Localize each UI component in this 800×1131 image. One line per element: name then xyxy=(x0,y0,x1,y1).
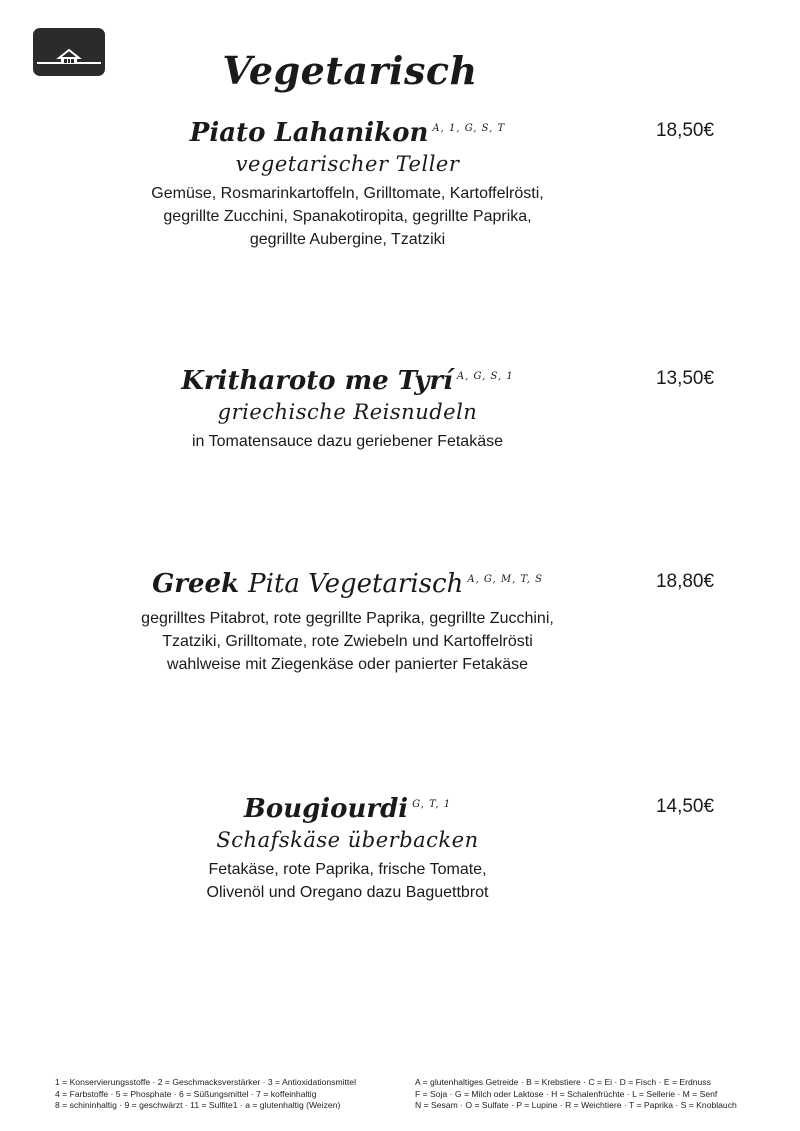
dish-name: Piato Lahanikon $^{A, 1, G, S, T}$ xyxy=(189,118,506,148)
dish-allergens: G, T, 1 xyxy=(412,799,452,810)
dish-subtitle: Schafskäse überbacken xyxy=(216,828,479,852)
dish-subtitle: griechische Reisnudeln xyxy=(217,400,478,424)
dish-item xyxy=(60,563,635,676)
dish-allergens: A, 1, G, S, T xyxy=(432,123,506,134)
dish-item xyxy=(60,788,635,904)
dish-item xyxy=(60,112,635,251)
dish-price: 13,50€ xyxy=(655,368,715,389)
dish-price: 14,50€ xyxy=(655,796,715,817)
house-logo-icon xyxy=(33,28,105,76)
dish-name: Bougiourdi $^{G, T, 1}$ xyxy=(243,794,452,824)
dish-name: Kritharoto me Tyrí $^{A, G, S, 1}$ xyxy=(181,366,514,396)
allergens-legend: A = glutenhaltiges Getreide · B = Krebstiere · C = Ei · D = Fisch · E = Erdnuss F = Soja · G = Milch oder Laktose · H = Schalenfrüchte · L = Sellerie · M = Senf N = Sesam · O = Sulfate · P = Lupine · R = Weichtiere · T = Paprika · S = Knoblauch xyxy=(415,1077,737,1110)
page-title: Vegetarisch xyxy=(222,48,478,93)
dish-item xyxy=(60,360,635,453)
dish-price: 18,50€ xyxy=(655,120,715,141)
dish-description: in Tomatensauce dazu geriebener Fetakäse xyxy=(191,433,503,450)
dish-subtitle: vegetarischer Teller xyxy=(235,152,460,176)
dish-allergens: A, G, M, T, S xyxy=(467,574,543,585)
dish-price: 18,80€ xyxy=(655,571,715,592)
restaurant-logo xyxy=(33,28,105,76)
dish-name: Greek Pita Vegetarisch $^{A, G, M, T, S}$ xyxy=(152,569,543,599)
dish-description: gegrilltes Pitabrot, rote gegrillte Paprika, gegrillte Zucchini, Tzatziki, Grilltomate, rote Zwiebeln und Kartoffelrösti wahlweise mit Ziegenkäse oder panierter Fetakäse xyxy=(141,610,554,673)
dish-allergens: A, G, S, 1 xyxy=(456,371,514,382)
dish-description: Gemüse, Rosmarinkartoffeln, Grilltomate, Kartoffelrösti, gegrillte Zucchini, Spanakotiropita, gegrillte Paprika, gegrillte Aubergine, Tzatziki xyxy=(151,185,544,248)
dish-description: Fetakäse, rote Paprika, frische Tomate, Olivenöl und Oregano dazu Baguettbrot xyxy=(206,861,489,901)
additives-legend: 1 = Konservierungsstoffe · 2 = Geschmacksverstärker · 3 = Antioxidationsmittel 4 = Farbstoffe · 5 = Phosphate · 6 = Süßungsmittel · 7 = koffeinhaltig 8 = schininhaltig · 9 = geschwärzt · 11 = Sulfite1 · a = glutenhaltig (Weizen) xyxy=(55,1077,356,1110)
